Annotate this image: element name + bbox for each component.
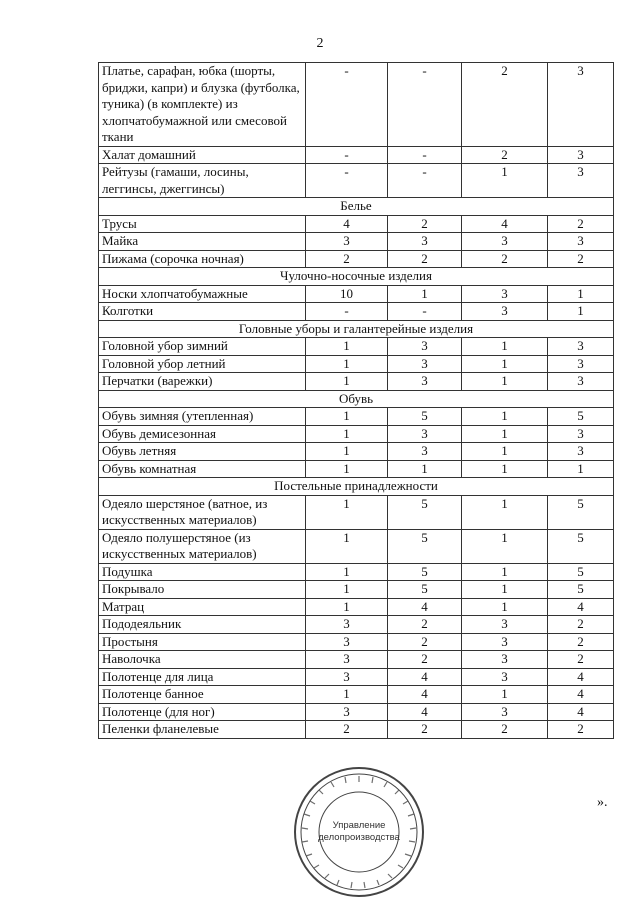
norm-value: 2 xyxy=(306,721,388,739)
item-name: Майка xyxy=(99,233,306,251)
seal-text-line2: делопроизводства xyxy=(318,832,400,843)
norm-value: 1 xyxy=(306,338,388,356)
item-name: Полотенце банное xyxy=(99,686,306,704)
norm-value: 1 xyxy=(306,686,388,704)
norm-value: 5 xyxy=(548,563,614,581)
norm-value: - xyxy=(388,63,462,147)
table-row xyxy=(99,633,614,651)
norm-value: 5 xyxy=(548,529,614,563)
norm-value: 3 xyxy=(462,233,548,251)
table-row xyxy=(99,338,614,356)
norm-value: 3 xyxy=(548,146,614,164)
norm-value: 4 xyxy=(388,598,462,616)
norms-table xyxy=(98,62,614,739)
norm-value: 2 xyxy=(462,250,548,268)
norm-value: 1 xyxy=(306,408,388,426)
item-name: Пододеяльник xyxy=(99,616,306,634)
table-row xyxy=(99,164,614,198)
norm-value: 1 xyxy=(462,581,548,599)
table-row xyxy=(99,250,614,268)
norm-value: 5 xyxy=(388,529,462,563)
table-row xyxy=(99,495,614,529)
norm-value: 1 xyxy=(306,598,388,616)
table-row xyxy=(99,63,614,147)
table-row xyxy=(99,215,614,233)
norm-value: - xyxy=(306,63,388,147)
norm-value: 1 xyxy=(462,338,548,356)
norm-value: 3 xyxy=(306,651,388,669)
norm-value: 1 xyxy=(462,443,548,461)
item-name: Носки хлопчатобумажные xyxy=(99,285,306,303)
item-name: Простыня xyxy=(99,633,306,651)
norm-value: 2 xyxy=(388,616,462,634)
norm-value: 5 xyxy=(548,408,614,426)
norm-value: 2 xyxy=(548,651,614,669)
norm-value: 1 xyxy=(462,425,548,443)
table-row xyxy=(99,581,614,599)
item-name: Халат домашний xyxy=(99,146,306,164)
norm-value: 1 xyxy=(306,355,388,373)
norm-value: 3 xyxy=(548,164,614,198)
section-row xyxy=(99,198,614,216)
page-number: 2 xyxy=(316,36,324,51)
table-row xyxy=(99,598,614,616)
table-row xyxy=(99,703,614,721)
norm-value: 3 xyxy=(388,338,462,356)
norm-value: 3 xyxy=(388,425,462,443)
norm-value: 1 xyxy=(462,686,548,704)
norm-value: 5 xyxy=(548,495,614,529)
norm-value: 3 xyxy=(462,633,548,651)
item-name: Колготки xyxy=(99,303,306,321)
item-name: Пеленки фланелевые xyxy=(99,721,306,739)
table-row xyxy=(99,616,614,634)
norm-value: 10 xyxy=(306,285,388,303)
norm-value: 1 xyxy=(306,563,388,581)
item-name: Трусы xyxy=(99,215,306,233)
norm-value: 3 xyxy=(388,233,462,251)
norm-value: 4 xyxy=(548,686,614,704)
norm-value: 2 xyxy=(548,721,614,739)
norm-value: 2 xyxy=(388,633,462,651)
item-name: Одеяло полушерстяное (из искусственных материалов) xyxy=(99,529,306,563)
item-name: Головной убор зимний xyxy=(99,338,306,356)
norm-value: - xyxy=(388,303,462,321)
section-row xyxy=(99,268,614,286)
norm-value: 1 xyxy=(388,460,462,478)
norm-value: 3 xyxy=(306,233,388,251)
norm-value: 2 xyxy=(388,215,462,233)
norm-value: 3 xyxy=(306,703,388,721)
section-title: Чулочно-носочные изделия xyxy=(99,268,614,286)
table-row xyxy=(99,425,614,443)
norm-value: 1 xyxy=(548,303,614,321)
norm-value: 2 xyxy=(388,651,462,669)
closing-quote: ». xyxy=(597,795,608,810)
norm-value: 3 xyxy=(388,373,462,391)
norm-value: 3 xyxy=(548,355,614,373)
item-name: Обувь летняя xyxy=(99,443,306,461)
norm-value: 3 xyxy=(548,63,614,147)
norm-value: 2 xyxy=(306,250,388,268)
table-row xyxy=(99,686,614,704)
table-row xyxy=(99,721,614,739)
norm-value: 4 xyxy=(462,215,548,233)
norm-value: 4 xyxy=(548,703,614,721)
norm-value: 3 xyxy=(548,233,614,251)
norm-value: 4 xyxy=(388,668,462,686)
norm-value: 1 xyxy=(462,408,548,426)
norm-value: - xyxy=(388,146,462,164)
item-name: Матрац xyxy=(99,598,306,616)
norm-value: 2 xyxy=(462,146,548,164)
norm-value: 3 xyxy=(306,633,388,651)
norm-value: 1 xyxy=(306,495,388,529)
norm-value: 1 xyxy=(306,581,388,599)
item-name: Подушка xyxy=(99,563,306,581)
table-row xyxy=(99,668,614,686)
table-row xyxy=(99,233,614,251)
table-row xyxy=(99,303,614,321)
norm-value: 4 xyxy=(548,598,614,616)
item-name: Пижама (сорочка ночная) xyxy=(99,250,306,268)
norm-value: 1 xyxy=(306,443,388,461)
norm-value: 1 xyxy=(548,460,614,478)
norm-value: 3 xyxy=(462,303,548,321)
norm-value: 3 xyxy=(548,373,614,391)
table-row xyxy=(99,408,614,426)
norm-value: - xyxy=(306,164,388,198)
norm-value: 3 xyxy=(548,338,614,356)
item-name: Обувь демисезонная xyxy=(99,425,306,443)
norm-value: 1 xyxy=(462,495,548,529)
section-title: Обувь xyxy=(99,390,614,408)
item-name: Полотенце для лица xyxy=(99,668,306,686)
norm-value: 3 xyxy=(306,616,388,634)
seal-text-line1: Управление xyxy=(332,820,386,831)
norm-value: 3 xyxy=(388,443,462,461)
item-name: Покрывало xyxy=(99,581,306,599)
section-title: Белье xyxy=(99,198,614,216)
norm-value: 1 xyxy=(548,285,614,303)
table-row xyxy=(99,373,614,391)
item-name: Обувь комнатная xyxy=(99,460,306,478)
norm-value: 2 xyxy=(388,721,462,739)
norm-value: 1 xyxy=(388,285,462,303)
item-name: Платье, сарафан, юбка (шорты, бриджи, капри) и блузка (футболка, туника) (в комплекте) из хлопчатобумажной или смесовой ткани xyxy=(99,63,306,147)
norm-value: 4 xyxy=(306,215,388,233)
norm-value: 2 xyxy=(548,616,614,634)
norm-value: 5 xyxy=(388,495,462,529)
norm-value: 3 xyxy=(462,616,548,634)
norm-value: 1 xyxy=(462,598,548,616)
table-row xyxy=(99,443,614,461)
item-name: Головной убор летний xyxy=(99,355,306,373)
norm-value: 3 xyxy=(548,443,614,461)
norm-value: 5 xyxy=(388,581,462,599)
norm-value: 1 xyxy=(462,460,548,478)
item-name: Одеяло шерстяное (ватное, из искусственных материалов) xyxy=(99,495,306,529)
table-row xyxy=(99,146,614,164)
section-title: Головные уборы и галантерейные изделия xyxy=(99,320,614,338)
item-name: Рейтузы (гамаши, лосины, леггинсы, джеггинсы) xyxy=(99,164,306,198)
norm-value: 3 xyxy=(306,668,388,686)
section-row xyxy=(99,320,614,338)
section-title: Постельные принадлежности xyxy=(99,478,614,496)
norm-value: - xyxy=(388,164,462,198)
norm-value: 1 xyxy=(462,164,548,198)
table-row xyxy=(99,460,614,478)
norm-value: 3 xyxy=(462,285,548,303)
norm-value: 3 xyxy=(548,425,614,443)
official-seal xyxy=(291,764,427,900)
norm-value: 1 xyxy=(306,529,388,563)
section-row xyxy=(99,478,614,496)
item-name: Наволочка xyxy=(99,651,306,669)
norm-value: 1 xyxy=(306,460,388,478)
section-row xyxy=(99,390,614,408)
table-row xyxy=(99,355,614,373)
table-row xyxy=(99,285,614,303)
norm-value: 2 xyxy=(462,721,548,739)
table-row xyxy=(99,651,614,669)
norm-value: 4 xyxy=(388,686,462,704)
norms-table-body xyxy=(99,63,614,739)
norm-value: 3 xyxy=(462,651,548,669)
norm-value: 1 xyxy=(462,373,548,391)
norm-value: - xyxy=(306,303,388,321)
norm-value: 2 xyxy=(548,633,614,651)
item-name: Обувь зимняя (утепленная) xyxy=(99,408,306,426)
norm-value: 1 xyxy=(462,529,548,563)
norm-value: 3 xyxy=(388,355,462,373)
item-name: Перчатки (варежки) xyxy=(99,373,306,391)
norm-value: 2 xyxy=(388,250,462,268)
norm-value: 2 xyxy=(462,63,548,147)
norm-value: 5 xyxy=(388,408,462,426)
norm-value: 1 xyxy=(462,563,548,581)
norm-value: 4 xyxy=(388,703,462,721)
norm-value: - xyxy=(306,146,388,164)
norm-value: 4 xyxy=(548,668,614,686)
norm-value: 1 xyxy=(306,373,388,391)
table-row xyxy=(99,563,614,581)
norm-value: 1 xyxy=(462,355,548,373)
item-name: Полотенце (для ног) xyxy=(99,703,306,721)
norm-value: 2 xyxy=(548,250,614,268)
norm-value: 5 xyxy=(388,563,462,581)
norm-value: 2 xyxy=(548,215,614,233)
norm-value: 5 xyxy=(548,581,614,599)
norm-value: 1 xyxy=(306,425,388,443)
norm-value: 3 xyxy=(462,703,548,721)
table-row xyxy=(99,529,614,563)
norm-value: 3 xyxy=(462,668,548,686)
